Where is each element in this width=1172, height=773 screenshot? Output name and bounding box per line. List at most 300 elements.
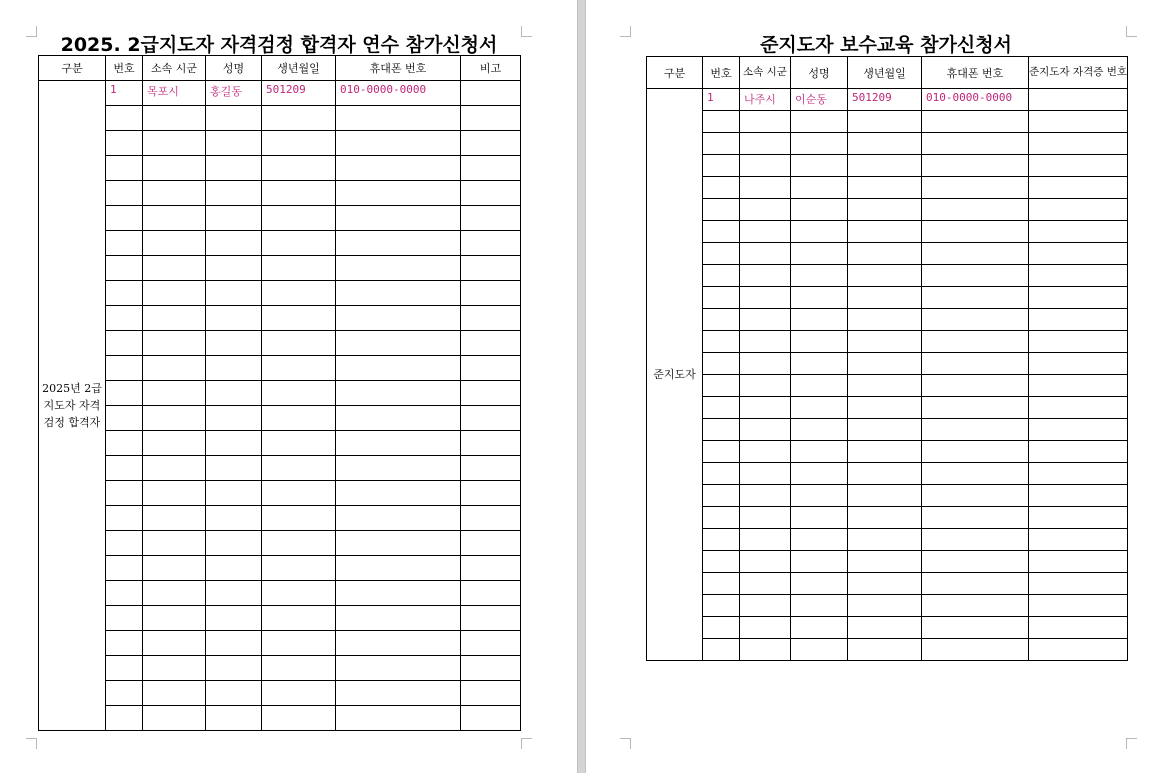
blank-entry-cell[interactable] (106, 331, 143, 356)
blank-entry-cell[interactable] (791, 419, 848, 441)
blank-entry-cell[interactable] (791, 177, 848, 199)
blank-entry-cell[interactable] (461, 156, 521, 181)
blank-entry-cell[interactable] (740, 331, 791, 353)
blank-entry-cell[interactable] (740, 287, 791, 309)
blank-entry-cell[interactable] (336, 206, 461, 231)
blank-entry-cell[interactable] (206, 556, 262, 581)
blank-entry-cell[interactable] (106, 381, 143, 406)
blank-entry-cell[interactable] (262, 131, 336, 156)
blank-entry-cell[interactable] (703, 155, 740, 177)
blank-entry-cell[interactable] (791, 485, 848, 507)
blank-entry-cell[interactable] (922, 529, 1029, 551)
blank-entry-cell[interactable] (206, 631, 262, 656)
blank-entry-cell[interactable] (143, 131, 206, 156)
blank-entry-cell[interactable] (791, 265, 848, 287)
blank-entry-cell[interactable] (206, 281, 262, 306)
blank-entry-cell[interactable] (922, 485, 1029, 507)
blank-entry-cell[interactable] (1029, 133, 1128, 155)
blank-entry-cell[interactable] (106, 406, 143, 431)
blank-entry-cell[interactable] (206, 331, 262, 356)
blank-entry-cell[interactable] (106, 356, 143, 381)
blank-entry-cell[interactable] (461, 506, 521, 531)
blank-entry-cell[interactable] (922, 309, 1029, 331)
blank-entry-cell[interactable] (262, 381, 336, 406)
blank-entry-cell[interactable] (922, 375, 1029, 397)
blank-entry-cell[interactable] (922, 617, 1029, 639)
blank-entry-cell[interactable] (791, 507, 848, 529)
blank-entry-cell[interactable] (336, 281, 461, 306)
blank-entry-cell[interactable] (461, 231, 521, 256)
blank-entry-cell[interactable] (1029, 221, 1128, 243)
blank-entry-cell[interactable] (336, 656, 461, 681)
blank-entry-cell[interactable] (262, 306, 336, 331)
blank-entry-cell[interactable] (206, 181, 262, 206)
blank-entry-cell[interactable] (848, 287, 922, 309)
blank-entry-cell[interactable] (848, 265, 922, 287)
blank-entry-cell[interactable] (791, 441, 848, 463)
blank-entry-cell[interactable] (461, 406, 521, 431)
blank-entry-cell[interactable] (791, 309, 848, 331)
blank-entry-cell[interactable] (262, 606, 336, 631)
blank-entry-cell[interactable] (922, 221, 1029, 243)
blank-entry-cell[interactable] (206, 306, 262, 331)
blank-entry-cell[interactable] (106, 256, 143, 281)
blank-entry-cell[interactable] (703, 111, 740, 133)
blank-entry-cell[interactable] (106, 556, 143, 581)
blank-entry-cell[interactable] (848, 573, 922, 595)
blank-entry-cell[interactable] (791, 111, 848, 133)
blank-entry-cell[interactable] (703, 331, 740, 353)
blank-entry-cell[interactable] (740, 155, 791, 177)
blank-entry-cell[interactable] (262, 556, 336, 581)
blank-entry-cell[interactable] (262, 456, 336, 481)
blank-entry-cell[interactable] (1029, 111, 1128, 133)
blank-entry-cell[interactable] (922, 177, 1029, 199)
blank-entry-cell[interactable] (336, 381, 461, 406)
blank-entry-cell[interactable] (848, 243, 922, 265)
blank-entry-cell[interactable] (1029, 507, 1128, 529)
blank-entry-cell[interactable] (461, 606, 521, 631)
blank-entry-cell[interactable] (262, 506, 336, 531)
blank-entry-cell[interactable] (791, 397, 848, 419)
blank-entry-cell[interactable] (143, 531, 206, 556)
blank-entry-cell[interactable] (740, 199, 791, 221)
blank-entry-cell[interactable] (848, 133, 922, 155)
blank-entry-cell[interactable] (106, 156, 143, 181)
blank-entry-cell[interactable] (791, 529, 848, 551)
blank-entry-cell[interactable] (703, 595, 740, 617)
blank-entry-cell[interactable] (336, 481, 461, 506)
blank-entry-cell[interactable] (206, 681, 262, 706)
blank-entry-cell[interactable] (262, 406, 336, 431)
blank-entry-cell[interactable] (1029, 309, 1128, 331)
blank-entry-cell[interactable] (848, 111, 922, 133)
blank-entry-cell[interactable] (262, 231, 336, 256)
blank-entry-cell[interactable] (922, 155, 1029, 177)
blank-entry-cell[interactable] (703, 133, 740, 155)
blank-entry-cell[interactable] (703, 441, 740, 463)
blank-entry-cell[interactable] (106, 231, 143, 256)
blank-entry-cell[interactable] (922, 507, 1029, 529)
blank-entry-cell[interactable] (740, 309, 791, 331)
blank-entry-cell[interactable] (1029, 639, 1128, 661)
blank-entry-cell[interactable] (461, 581, 521, 606)
blank-entry-cell[interactable] (336, 681, 461, 706)
blank-entry-cell[interactable] (848, 309, 922, 331)
blank-entry-cell[interactable] (791, 463, 848, 485)
blank-entry-cell[interactable] (336, 556, 461, 581)
blank-entry-cell[interactable] (461, 181, 521, 206)
blank-entry-cell[interactable] (143, 481, 206, 506)
entry-phone-cell[interactable]: 010-0000-0000 (336, 81, 461, 106)
blank-entry-cell[interactable] (106, 281, 143, 306)
blank-entry-cell[interactable] (106, 181, 143, 206)
blank-entry-cell[interactable] (143, 581, 206, 606)
blank-entry-cell[interactable] (206, 381, 262, 406)
blank-entry-cell[interactable] (206, 481, 262, 506)
blank-entry-cell[interactable] (922, 573, 1029, 595)
blank-entry-cell[interactable] (106, 531, 143, 556)
blank-entry-cell[interactable] (206, 256, 262, 281)
blank-entry-cell[interactable] (1029, 397, 1128, 419)
blank-entry-cell[interactable] (262, 631, 336, 656)
blank-entry-cell[interactable] (461, 456, 521, 481)
blank-entry-cell[interactable] (848, 639, 922, 661)
blank-entry-cell[interactable] (461, 206, 521, 231)
entry-birth-cell[interactable]: 501209 (848, 89, 922, 111)
blank-entry-cell[interactable] (336, 231, 461, 256)
blank-entry-cell[interactable] (461, 331, 521, 356)
blank-entry-cell[interactable] (336, 156, 461, 181)
blank-entry-cell[interactable] (336, 406, 461, 431)
blank-entry-cell[interactable] (703, 397, 740, 419)
blank-entry-cell[interactable] (262, 431, 336, 456)
blank-entry-cell[interactable] (143, 606, 206, 631)
blank-entry-cell[interactable] (791, 199, 848, 221)
blank-entry-cell[interactable] (740, 463, 791, 485)
blank-entry-cell[interactable] (922, 331, 1029, 353)
blank-entry-cell[interactable] (336, 256, 461, 281)
blank-entry-cell[interactable] (143, 206, 206, 231)
blank-entry-cell[interactable] (143, 406, 206, 431)
blank-entry-cell[interactable] (922, 595, 1029, 617)
blank-entry-cell[interactable] (106, 106, 143, 131)
blank-entry-cell[interactable] (1029, 419, 1128, 441)
blank-entry-cell[interactable] (791, 221, 848, 243)
blank-entry-cell[interactable] (703, 529, 740, 551)
blank-entry-cell[interactable] (922, 243, 1029, 265)
blank-entry-cell[interactable] (206, 231, 262, 256)
blank-entry-cell[interactable] (106, 656, 143, 681)
blank-entry-cell[interactable] (106, 606, 143, 631)
blank-entry-cell[interactable] (703, 551, 740, 573)
blank-entry-cell[interactable] (1029, 265, 1128, 287)
blank-entry-cell[interactable] (1029, 463, 1128, 485)
blank-entry-cell[interactable] (143, 706, 206, 731)
blank-entry-cell[interactable] (740, 221, 791, 243)
blank-entry-cell[interactable] (143, 306, 206, 331)
blank-entry-cell[interactable] (848, 353, 922, 375)
blank-entry-cell[interactable] (336, 306, 461, 331)
blank-entry-cell[interactable] (1029, 353, 1128, 375)
blank-entry-cell[interactable] (336, 506, 461, 531)
blank-entry-cell[interactable] (740, 177, 791, 199)
blank-entry-cell[interactable] (106, 431, 143, 456)
blank-entry-cell[interactable] (143, 506, 206, 531)
blank-entry-cell[interactable] (461, 431, 521, 456)
blank-entry-cell[interactable] (922, 287, 1029, 309)
blank-entry-cell[interactable] (143, 281, 206, 306)
blank-entry-cell[interactable] (206, 581, 262, 606)
blank-entry-cell[interactable] (336, 706, 461, 731)
blank-entry-cell[interactable] (106, 706, 143, 731)
entry-number-cell[interactable]: 1 (703, 89, 740, 111)
entry-note-cell[interactable] (461, 81, 521, 106)
blank-entry-cell[interactable] (336, 106, 461, 131)
blank-entry-cell[interactable] (461, 131, 521, 156)
blank-entry-cell[interactable] (740, 573, 791, 595)
entry-phone-cell[interactable]: 010-0000-0000 (922, 89, 1029, 111)
blank-entry-cell[interactable] (922, 111, 1029, 133)
blank-entry-cell[interactable] (206, 106, 262, 131)
blank-entry-cell[interactable] (1029, 331, 1128, 353)
blank-entry-cell[interactable] (262, 156, 336, 181)
blank-entry-cell[interactable] (206, 206, 262, 231)
blank-entry-cell[interactable] (461, 706, 521, 731)
blank-entry-cell[interactable] (703, 573, 740, 595)
blank-entry-cell[interactable] (1029, 375, 1128, 397)
blank-entry-cell[interactable] (143, 631, 206, 656)
blank-entry-cell[interactable] (106, 506, 143, 531)
blank-entry-cell[interactable] (106, 456, 143, 481)
blank-entry-cell[interactable] (143, 256, 206, 281)
blank-entry-cell[interactable] (206, 156, 262, 181)
blank-entry-cell[interactable] (791, 133, 848, 155)
blank-entry-cell[interactable] (922, 199, 1029, 221)
blank-entry-cell[interactable] (740, 243, 791, 265)
blank-entry-cell[interactable] (791, 331, 848, 353)
blank-entry-cell[interactable] (922, 353, 1029, 375)
blank-entry-cell[interactable] (848, 595, 922, 617)
blank-entry-cell[interactable] (336, 531, 461, 556)
blank-entry-cell[interactable] (740, 133, 791, 155)
blank-entry-cell[interactable] (922, 639, 1029, 661)
blank-entry-cell[interactable] (336, 131, 461, 156)
blank-entry-cell[interactable] (336, 431, 461, 456)
blank-entry-cell[interactable] (106, 306, 143, 331)
blank-entry-cell[interactable] (740, 353, 791, 375)
blank-entry-cell[interactable] (262, 656, 336, 681)
blank-entry-cell[interactable] (791, 573, 848, 595)
blank-entry-cell[interactable] (461, 356, 521, 381)
blank-entry-cell[interactable] (1029, 595, 1128, 617)
blank-entry-cell[interactable] (206, 606, 262, 631)
blank-entry-cell[interactable] (791, 375, 848, 397)
blank-entry-cell[interactable] (848, 397, 922, 419)
blank-entry-cell[interactable] (143, 681, 206, 706)
blank-entry-cell[interactable] (740, 639, 791, 661)
blank-entry-cell[interactable] (791, 639, 848, 661)
blank-entry-cell[interactable] (740, 595, 791, 617)
blank-entry-cell[interactable] (206, 506, 262, 531)
blank-entry-cell[interactable] (1029, 287, 1128, 309)
blank-entry-cell[interactable] (848, 419, 922, 441)
blank-entry-cell[interactable] (922, 265, 1029, 287)
entry-number-cell[interactable]: 1 (106, 81, 143, 106)
blank-entry-cell[interactable] (703, 221, 740, 243)
blank-entry-cell[interactable] (262, 531, 336, 556)
blank-entry-cell[interactable] (791, 595, 848, 617)
blank-entry-cell[interactable] (848, 177, 922, 199)
blank-entry-cell[interactable] (791, 617, 848, 639)
blank-entry-cell[interactable] (143, 456, 206, 481)
blank-entry-cell[interactable] (262, 181, 336, 206)
blank-entry-cell[interactable] (336, 456, 461, 481)
blank-entry-cell[interactable] (262, 206, 336, 231)
blank-entry-cell[interactable] (703, 309, 740, 331)
blank-entry-cell[interactable] (848, 507, 922, 529)
blank-entry-cell[interactable] (262, 256, 336, 281)
blank-entry-cell[interactable] (703, 199, 740, 221)
blank-entry-cell[interactable] (922, 133, 1029, 155)
blank-entry-cell[interactable] (461, 106, 521, 131)
blank-entry-cell[interactable] (791, 287, 848, 309)
blank-entry-cell[interactable] (206, 531, 262, 556)
blank-entry-cell[interactable] (336, 181, 461, 206)
blank-entry-cell[interactable] (106, 681, 143, 706)
blank-entry-cell[interactable] (143, 156, 206, 181)
blank-entry-cell[interactable] (106, 206, 143, 231)
blank-entry-cell[interactable] (791, 155, 848, 177)
blank-entry-cell[interactable] (262, 681, 336, 706)
blank-entry-cell[interactable] (703, 639, 740, 661)
blank-entry-cell[interactable] (848, 463, 922, 485)
blank-entry-cell[interactable] (848, 529, 922, 551)
blank-entry-cell[interactable] (461, 681, 521, 706)
blank-entry-cell[interactable] (703, 617, 740, 639)
blank-entry-cell[interactable] (703, 177, 740, 199)
blank-entry-cell[interactable] (848, 199, 922, 221)
blank-entry-cell[interactable] (740, 507, 791, 529)
blank-entry-cell[interactable] (262, 281, 336, 306)
blank-entry-cell[interactable] (848, 221, 922, 243)
blank-entry-cell[interactable] (143, 181, 206, 206)
blank-entry-cell[interactable] (740, 265, 791, 287)
blank-entry-cell[interactable] (740, 375, 791, 397)
blank-entry-cell[interactable] (848, 485, 922, 507)
blank-entry-cell[interactable] (791, 353, 848, 375)
blank-entry-cell[interactable] (461, 281, 521, 306)
blank-entry-cell[interactable] (922, 551, 1029, 573)
blank-entry-cell[interactable] (1029, 441, 1128, 463)
blank-entry-cell[interactable] (740, 419, 791, 441)
blank-entry-cell[interactable] (740, 485, 791, 507)
blank-entry-cell[interactable] (262, 581, 336, 606)
blank-entry-cell[interactable] (143, 356, 206, 381)
blank-entry-cell[interactable] (143, 331, 206, 356)
blank-entry-cell[interactable] (1029, 177, 1128, 199)
blank-entry-cell[interactable] (461, 631, 521, 656)
blank-entry-cell[interactable] (106, 581, 143, 606)
blank-entry-cell[interactable] (461, 381, 521, 406)
blank-entry-cell[interactable] (461, 306, 521, 331)
blank-entry-cell[interactable] (1029, 551, 1128, 573)
blank-entry-cell[interactable] (461, 656, 521, 681)
blank-entry-cell[interactable] (336, 331, 461, 356)
blank-entry-cell[interactable] (262, 331, 336, 356)
blank-entry-cell[interactable] (703, 375, 740, 397)
blank-entry-cell[interactable] (922, 441, 1029, 463)
blank-entry-cell[interactable] (1029, 243, 1128, 265)
blank-entry-cell[interactable] (848, 331, 922, 353)
entry-cert-cell[interactable] (1029, 89, 1128, 111)
blank-entry-cell[interactable] (848, 551, 922, 573)
blank-entry-cell[interactable] (740, 529, 791, 551)
blank-entry-cell[interactable] (143, 556, 206, 581)
blank-entry-cell[interactable] (703, 485, 740, 507)
blank-entry-cell[interactable] (1029, 573, 1128, 595)
blank-entry-cell[interactable] (206, 656, 262, 681)
blank-entry-cell[interactable] (461, 256, 521, 281)
blank-entry-cell[interactable] (740, 111, 791, 133)
blank-entry-cell[interactable] (143, 106, 206, 131)
entry-city-cell[interactable]: 나주시 (740, 89, 791, 111)
blank-entry-cell[interactable] (740, 617, 791, 639)
blank-entry-cell[interactable] (143, 231, 206, 256)
blank-entry-cell[interactable] (922, 397, 1029, 419)
blank-entry-cell[interactable] (1029, 529, 1128, 551)
blank-entry-cell[interactable] (336, 581, 461, 606)
blank-entry-cell[interactable] (336, 356, 461, 381)
blank-entry-cell[interactable] (848, 441, 922, 463)
blank-entry-cell[interactable] (143, 381, 206, 406)
blank-entry-cell[interactable] (143, 431, 206, 456)
blank-entry-cell[interactable] (848, 155, 922, 177)
blank-entry-cell[interactable] (206, 406, 262, 431)
blank-entry-cell[interactable] (740, 397, 791, 419)
blank-entry-cell[interactable] (740, 441, 791, 463)
blank-entry-cell[interactable] (791, 243, 848, 265)
blank-entry-cell[interactable] (461, 481, 521, 506)
blank-entry-cell[interactable] (206, 456, 262, 481)
blank-entry-cell[interactable] (206, 131, 262, 156)
blank-entry-cell[interactable] (703, 419, 740, 441)
blank-entry-cell[interactable] (336, 631, 461, 656)
blank-entry-cell[interactable] (791, 551, 848, 573)
blank-entry-cell[interactable] (461, 556, 521, 581)
blank-entry-cell[interactable] (922, 463, 1029, 485)
blank-entry-cell[interactable] (922, 419, 1029, 441)
blank-entry-cell[interactable] (206, 431, 262, 456)
blank-entry-cell[interactable] (206, 356, 262, 381)
blank-entry-cell[interactable] (1029, 155, 1128, 177)
blank-entry-cell[interactable] (848, 617, 922, 639)
blank-entry-cell[interactable] (703, 507, 740, 529)
entry-city-cell[interactable]: 목포시 (143, 81, 206, 106)
blank-entry-cell[interactable] (143, 656, 206, 681)
blank-entry-cell[interactable] (848, 375, 922, 397)
blank-entry-cell[interactable] (262, 356, 336, 381)
blank-entry-cell[interactable] (703, 265, 740, 287)
entry-name-cell[interactable]: 이순동 (791, 89, 848, 111)
blank-entry-cell[interactable] (461, 531, 521, 556)
blank-entry-cell[interactable] (740, 551, 791, 573)
blank-entry-cell[interactable] (106, 131, 143, 156)
blank-entry-cell[interactable] (106, 481, 143, 506)
blank-entry-cell[interactable] (1029, 199, 1128, 221)
blank-entry-cell[interactable] (1029, 617, 1128, 639)
blank-entry-cell[interactable] (106, 631, 143, 656)
